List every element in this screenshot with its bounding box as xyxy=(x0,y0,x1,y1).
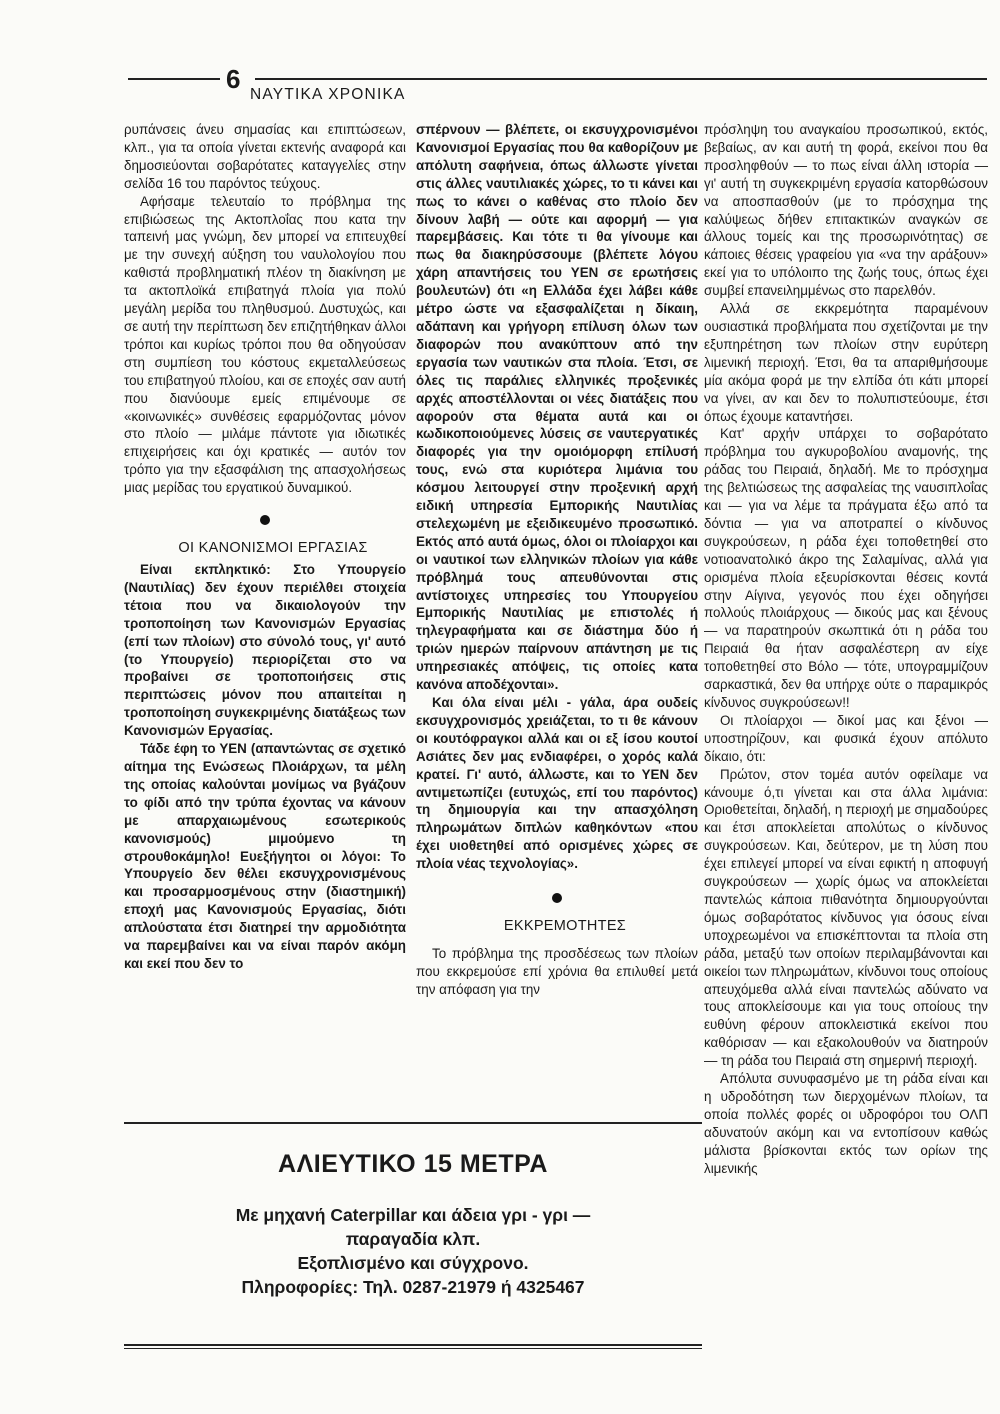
ad-line-2: παραγαδία κλπ. xyxy=(345,1229,481,1249)
ad-bottom-rule xyxy=(124,1344,702,1346)
col3-paragraph-5: Πρώτον, στον τομέα αυτόν οφείλαμε να κάνουμε ό,τι γίνεται και στα άλλα λιμάνια: Οριοθετείται, δηλαδή, η περιοχή με σημαδούρες και έτσι αποκλείεται απολύτως ο κίνδυνος συγκρούσεων. Και, δεύτερον, με τη λύση που έχει επιλεγεί μπορεί να είναι εφικτή η αποφυγή συγκρούσεων — χωρίς όμως να αποκλείεται παντελώς κάποια πιθανότητα δημιουργούνται όμως σοβαρότατος κίνδυνος για όσους είναι υποχρεωμένοι να επισκέπτονται τα πλοία στη ράδα, μεταξύ των οποίων περιλαμβάνονται και οικείοι των πληρωμάτων, κίνδυνοι τους οποίους απευχόμεθα αλλά είναι παντελώς αδύνατο να τους αποκλείσουμε και για τους οποίους την ευθύνη φέρουν αποκλειστικά εκείνοι που καθόρισαν — και εξακολουθούν να διατηρούν — τη ράδα του Πειραιά στη σημερινή περιοχή. xyxy=(704,766,988,1069)
ad-bottom-rule-thin xyxy=(124,1348,702,1349)
page-number: 6 xyxy=(226,64,241,94)
ad-line-1: Με μηχανή Caterpillar και άδεια γρι - γρι — xyxy=(235,1205,591,1225)
col2-paragraph-2: Και όλα είναι μέλι - γάλα, άρα ουδείς εκσυγχρονισμός χρειάζεται, το τι θε κάνουν οι κουτόφραγκοι αλλά και οι εξ ίσου κουτοί Ασιάτες δεν μας ενδιαφέρει, ο χορός καλά κρατεί. Γι' αυτό, άλλωστε, και το ΥΕΝ δεν αντιμετωπίζει (ευτυχώς, επί του παρόντος) τη δημιουργία και την απασχόληση πληρωμάτων διπλών καθηκόντων «που έχει υιοθετηθεί από ορισμένες χώρες σε πλοία νέας τεχνολογίας». xyxy=(416,695,698,872)
ad-body xyxy=(124,1203,702,1299)
col1-paragraph-4: Τάδε έφη το ΥΕΝ (απαντώντας σε σχετικό αίτημα της Ενώσεως Πλοιάρχων, τα μέλη της οποίας καλούνται μονίμως να βγάζουν το φίδι από την τρύπα έχοντας να κάνουν με απαρχαιωμένους εσωτερικούς κανονισμούς) μιμούμενο τη στρουθοκάμηλο! Ευεξήγητοι οι λόγοι: Το Υπουργείο δεν θέλει εκσυγχρονισμένους και προσαρμοσμένους στην (διαστημική) εποχή μας Κανονισμούς Εργασίας, διότι απλούστατα έτσι διατηρεί την αρμοδιότητα να παρεμβαίνει και να είναι παρόν ακόμη και εκεί που δεν το xyxy=(124,741,406,971)
col3-paragraph-4: Οι πλοίαρχοι — δικοί μας και ξένοι — υποστηρίζουν, και φυσικά έχουν απόλυτο δίκαιο, ότι: xyxy=(704,712,988,764)
ad-line-4: Πληροφορίες: Τηλ. 0287-21979 ή 4325467 xyxy=(241,1277,585,1297)
section-heading-regulations: ΟΙ ΚΑΝΟΝΙΣΜΟΙ ΕΡΓΑΣΙΑΣ xyxy=(178,540,368,557)
col1-paragraph-3: Είναι εκπληκτικό: Στο Υπουργείο (Ναυτιλίας) δεν έχουν περιέλθει στοιχεία τέτοια που να δικαιολογούν την τροποποίηση των Κανονισμών Εργασίας (επί των πλοίων) στο σύνολό τους, γι' αυτό (το Υπουργείο) περιορίζεται στο να προβαίνει σε τροποποιήσεις στις περιπτώσεις μόνον που απαιτείται η τροποποίηση συγκεκριμένης διατάξεως των Κανονισμών Εργασίας. xyxy=(124,562,406,739)
publication-title: ΝΑΥΤΙΚΑ ΧΡΟΝΙΚΑ xyxy=(250,86,406,103)
header-rule-right xyxy=(255,78,987,80)
column-3 xyxy=(704,121,988,1177)
header-rule-left xyxy=(128,78,220,80)
col3-paragraph-6: Απόλυτα συνυφασμένο με τη ράδα είναι και η υδροδότηση των διερχομένων πλοίων, τα οποία πολλές φορές οι υδροφόροι του ΟΛΠ αδυνατούν ακόμη και να εντοπίσουν καθώς μάλιστα βρίσκονται εκτός των ορίων της λιμενικής xyxy=(704,1071,988,1176)
col3-paragraph-2: Αλλά σε εκκρεμότητα παραμένουν ουσιαστικά προβλήματα που σχετίζονται με την εξυπηρέτηση των πλοίων στην ευρύτερη λιμενική περιοχή. Έτσι, θα τα απαριθμήσουμε μία ακόμα φορά με την ελπίδα ότι κάτι μπορεί να γίνει, αν και δεν το πολυπιστεύουμε, έτσι όπως έχουμε καταντήσει. xyxy=(704,301,988,424)
col3-paragraph-1: πρόσληψη του αναγκαίου προσωπικού, εκτός, βεβαίως, αν και αυτή τη φορά, εκείνοι που θα προσληφθούν — το πως είναι άλλη ιστορία — γι' αυτή τη συγκεκριμένη εργασία κατορθώσουν να αποσπασθούν (με το πρόσχημα της καλύψεως δήθεν επιτακτικών αναγκών σε άλλους τομείς και της προσωρινότητας) σε κάποιες θέσεις γραφείου για «να την αράξουν» εκεί για το υπόλοιπο της ζωής τους, όπως έχει συμβεί επανειλημμένως στο παρελθόν. xyxy=(704,122,988,299)
col1-paragraph-2: Αφήσαμε τελευταίο το πρόβλημα της επιβιώσεως της Ακτοπλοΐας που κατα την ταπεινή μας γνώμη, δεν μπορεί να επιτευχθεί με την συνεχή αύξηση του ναυλολογίου που καθιστά προβληματική πλέον τη διακίνηση με τα ακτοπλοϊκά επιβατηγά πλοία για πολύ μεγάλη μερίδα του πληθυσμού. Δυστυχώς, και σε αυτή την περίπτωση δεν επιζητήθηκαν άλλοι τρόποι και κυρίως τρόποι που θα οδηγούσαν στη συμπίεση του κόστους εκμεταλλεύσεως του επιβατηγού πλοίου, και σε εποχές σαν αυτή που διανύουμε εμείς επιμένουμε σε «κοινωνικές» συνθέσεις εφαρμόζοντας μόνον στο πλοίο — μιλάμε πάντοτε για ιδιωτικές επιχειρήσεις και όχι κρατικές — αυτόν τον τρόπο για την εξασφάλιση της απασχολήσεως μιας μερίδας του εργατικού δυναμικού. xyxy=(124,193,406,496)
col2-paragraph-1: σπέρνουν — βλέπετε, οι εκσυγχρονισμένοι Κανονισμοί Εργασίας που θα καθορίζουν με απόλυτη σαφήνεια, όπως άλλωστε γίνεται στις άλλες ναυτιλιακές χώρες, το τι κάνει και πως το κάνει ο καθένας στο πλοίο δεν δίνουν λαβή — ούτε και αφορμή — για παρεμβάσεις. Και τότε τι θα γίνουμε και πως θα διακηρύσσουμε (βλέπετε λόγου χάρη απαντήσεις του ΥΕΝ σε ερωτήσεις βουλευτών) ότι «η Ελλάδα έχει λάβει κάθε μέτρο ώστε να εξασφαλίζεται η δίκαιη, αδάπανη και γρήγορη επίλυση όλων των διαφορών που ανακύπτουν από την εργασία των ναυτικών στα πλοία. Έτσι, σε όλες τις παράλιες ελληνικές προξενικές αρχές αποστέλλονται οι νέες διατάξεις που αφορούν στα θέματα αυτά και οι κωδικοποιούμενες λύσεις σε ναυτεργατικές διαφορές για την ομοιόμορφη επίλυσή τους, ενώ στα κυριότερα λιμάνια του κόσμου λειτουργεί στην προξενική αρχή ειδική υπηρεσία Εμπορικής Ναυτιλίας στελεχωμένη με εξειδικευμένο προσωπικό. Εκτός από αυτά όμως, όλοι οι πλοίαρχοι και οι ναυτικοί των ελληνικών πλοίων για κάθε πρόβλημά τους απευθύνονται στις αντίστοιχες υπηρεσίες του Υπουργείου Εμπορικής Ναυτιλίας με επιστολές ή τηλεγραφήματα και σε διάστημα δύο ή τριών ημερών παίρνουν απάντηση με τις υπηρεσιακές απόψεις, τις οποίες κατα κανόνα αποδέχονται». xyxy=(416,122,698,693)
section-heading-pending: ΕΚΚΡΕΜΟΤΗΤΕΣ xyxy=(503,918,627,935)
ad-top-rule xyxy=(124,1122,702,1124)
col1-paragraph-1: ρυπάνσεις άνευ σημασίας και επιπτώσεων, κλπ., για τα οποία γίνεται εκτενής αναφορά και δημοσιεύονται σοβαρότατες καταγγελίες στην σελίδα 16 του παρόντος τεύχους. xyxy=(124,122,406,191)
column-1 xyxy=(124,121,406,973)
section-bullet xyxy=(552,893,562,903)
col3-paragraph-3: Κατ' αρχήν υπάρχει το σοβαρότατο πρόβλημα του αγκυροβολίου αναμονής, της ράδας του Πειραιά, δηλαδή. Με το πρόσχημα της βελτιώσεως της ασφαλείας της ναυσιπλοΐας και — για να λέμε τα πράγματα έξω από τα δόντια — για να αποτραπεί ο κίνδυνος συγκρούσεων, η ράδα έχει τοποθετηθεί στο νοτιοανατολικό άκρο της Σαλαμίνας, αλλά για ορισμένα πλοία εξευρίσκονται θέσεις κοντά στην Αίγινα, γεγονός που έχει οδηγήσει πολλούς πλοιάρχους — δικούς μας και ξένους — να παρατηρούν σκωπτικά ότι η ράδα του Πειραιά θα ήταν ασφαλέστερη αν είχε τοποθετηθεί στο Βόλο — τότε, υπογραμμίζουν σαρκαστικά, δεν θα υπήρχε ούτε ο παραμικρός κίνδυνος συγκρούσεων!! xyxy=(704,426,988,710)
col2-paragraph-3: Το πρόβλημα της προσδέσεως των πλοίων που εκκρεμούσε επί χρόνια θα επιλυθεί μετά την απόφαση για την xyxy=(416,946,698,997)
ad-title: ΑΛΙΕΥΤΙΚΟ 15 ΜΕΤΡΑ xyxy=(278,1150,548,1178)
column-2 xyxy=(416,121,698,999)
section-bullet xyxy=(260,515,270,525)
ad-line-3: Εξοπλισμένο και σύγχρονο. xyxy=(297,1253,529,1273)
